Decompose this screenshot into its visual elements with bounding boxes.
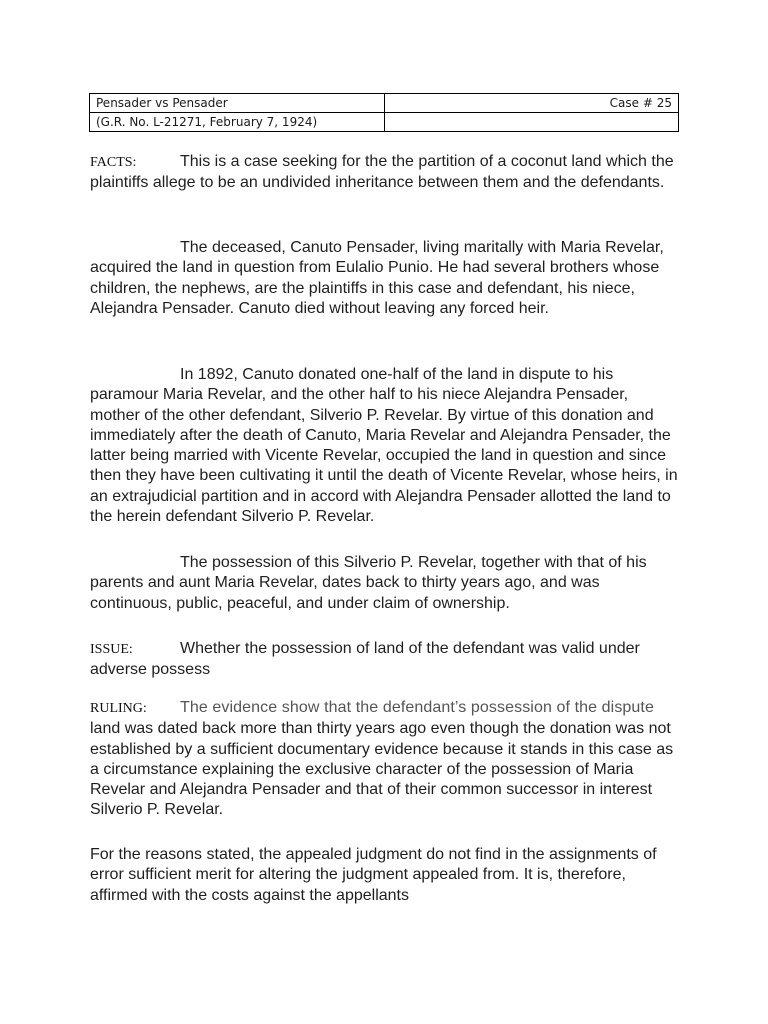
ruling-paragraph [90,698,682,821]
case-header-table [89,93,679,132]
facts-text-3: In 1892, Canuto donated one-half of the land in dispute to his paramour Maria Revelar, and the other half to his niece Alejandra Pensader, mother of the other defendant, Silverio P. Revelar. By virtue of this donation and immediately after the death of Canuto, Maria Revelar and Alejandra Pensader, the latter being married with Vicente Revelar, occupied the land in question and since then they have been cultivating it until the death of Vicente Revelar, whose heirs, in an extrajudicial partition and in accord with Alejandra Pensader allotted the land to the herein defendant Silverio P. Revelar. [90,366,678,526]
facts-paragraph-1 [90,152,682,194]
ruling-text-rest: land was dated back more than thirty years ago even though the donation was not established by a sufficient documentary evidence because it stands in this case as a circumstance explaining the exclusive character of the possession of Maria Revelar and Alejandra Pensader and that of their common successor in interest Silverio P. Revelar. [90,720,674,819]
facts-text-2: The deceased, Canuto Pensader, living maritally with Maria Revelar, acquired the land in question from Eulalio Punio. He had several brothers whose children, the nephews, are the plaintiffs in this case and defendant, his niece, Alejandra Pensader. Canuto died without leaving any forced heir. [90,239,664,317]
facts-paragraph-2 [90,238,682,319]
case-number: Case # 25 [385,94,679,113]
facts-text-4: The possession of this Silverio P. Revelar, together with that of his parents and aunt Maria Revelar, dates back to thirty years ago, and was continuous, public, peaceful, and under claim of ownership. [90,554,647,612]
ruling-text-lead: The evidence show that the defendant’s possession of the dispute [180,699,654,716]
facts-paragraph-4 [90,553,682,614]
case-citation: (G.R. No. L-21271, February 7, 1924) [90,113,385,132]
issue-paragraph [90,639,682,681]
ruling-label: RULING: [90,701,147,716]
facts-text-1: This is a case seeking for the the partition of a coconut land which the plaintiffs allege to be an undivided inheritance between them and the defendants. [90,153,674,192]
issue-text: Whether the possession of land of the defendant was valid under adverse possess [90,640,640,679]
case-title: Pensader vs Pensader [90,94,385,113]
facts-label: FACTS: [90,155,137,170]
empty-cell [385,113,679,132]
ruling-conclusion: For the reasons stated, the appealed judgment do not find in the assignments of error sufficient merit for altering the judgment appealed from. It is, therefore, affirmed with the costs against the appellants [90,846,657,904]
facts-paragraph-3 [90,365,682,527]
issue-label: ISSUE: [90,642,133,657]
